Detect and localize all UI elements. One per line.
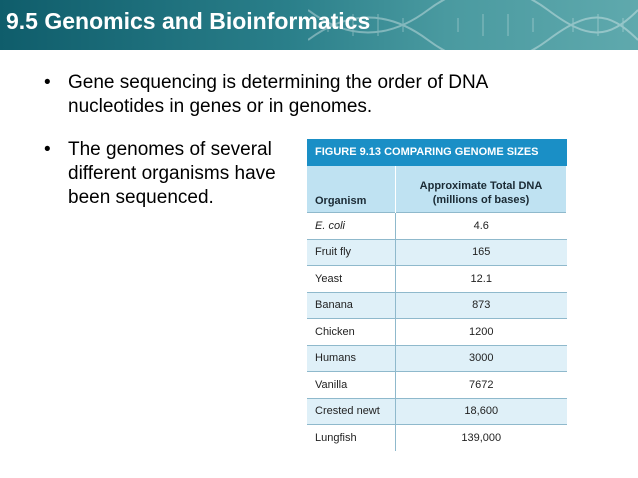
- column-header-dna-line2: (millions of bases): [432, 194, 530, 206]
- bullet-marker: •: [44, 72, 51, 93]
- table-row: [307, 239, 567, 266]
- table-row: [307, 372, 567, 399]
- genome-size-table: [307, 166, 567, 451]
- figure-title: FIGURE 9.13 COMPARING GENOME SIZES: [307, 139, 567, 166]
- column-header-dna: [396, 166, 567, 213]
- table-row: [307, 398, 567, 425]
- organism-cell: Banana: [307, 292, 396, 319]
- bullet-text: The genomes of several different organisms have been sequenced.: [68, 139, 276, 208]
- table-row: [307, 266, 567, 293]
- dna-cell: 18,600: [396, 398, 567, 425]
- column-header-dna-line1: Approximate Total DNA: [419, 180, 543, 192]
- bullet-item: [44, 71, 588, 119]
- table-row: [307, 425, 567, 451]
- dna-cell: 12.1: [396, 266, 567, 293]
- dna-cell: 139,000: [396, 425, 567, 451]
- bullet-text: Gene sequencing is determining the order of DNA nucleotides in genes or in genomes.: [68, 72, 488, 117]
- genome-size-figure: [307, 139, 567, 446]
- bullet-item: [44, 138, 308, 210]
- dna-cell: 1200: [396, 319, 567, 346]
- table-header-row: [307, 166, 567, 213]
- dna-cell: 4.6: [396, 213, 567, 240]
- column-header-organism: Organism: [307, 166, 396, 213]
- table-row: [307, 213, 567, 240]
- dna-cell: 3000: [396, 345, 567, 372]
- organism-cell: Lungfish: [307, 425, 396, 451]
- table-row: [307, 292, 567, 319]
- organism-cell: Humans: [307, 345, 396, 372]
- organism-cell: Vanilla: [307, 372, 396, 399]
- organism-cell: Crested newt: [307, 398, 396, 425]
- slide-title: 9.5 Genomics and Bioinformatics: [6, 8, 371, 34]
- organism-cell: E. coli: [307, 213, 396, 240]
- bullet-marker: •: [44, 139, 51, 160]
- organism-cell: Chicken: [307, 319, 396, 346]
- dna-cell: 7672: [396, 372, 567, 399]
- organism-cell: Fruit fly: [307, 239, 396, 266]
- table-row: [307, 319, 567, 346]
- organism-cell: Yeast: [307, 266, 396, 293]
- dna-cell: 165: [396, 239, 567, 266]
- dna-cell: 873: [396, 292, 567, 319]
- table-row: [307, 345, 567, 372]
